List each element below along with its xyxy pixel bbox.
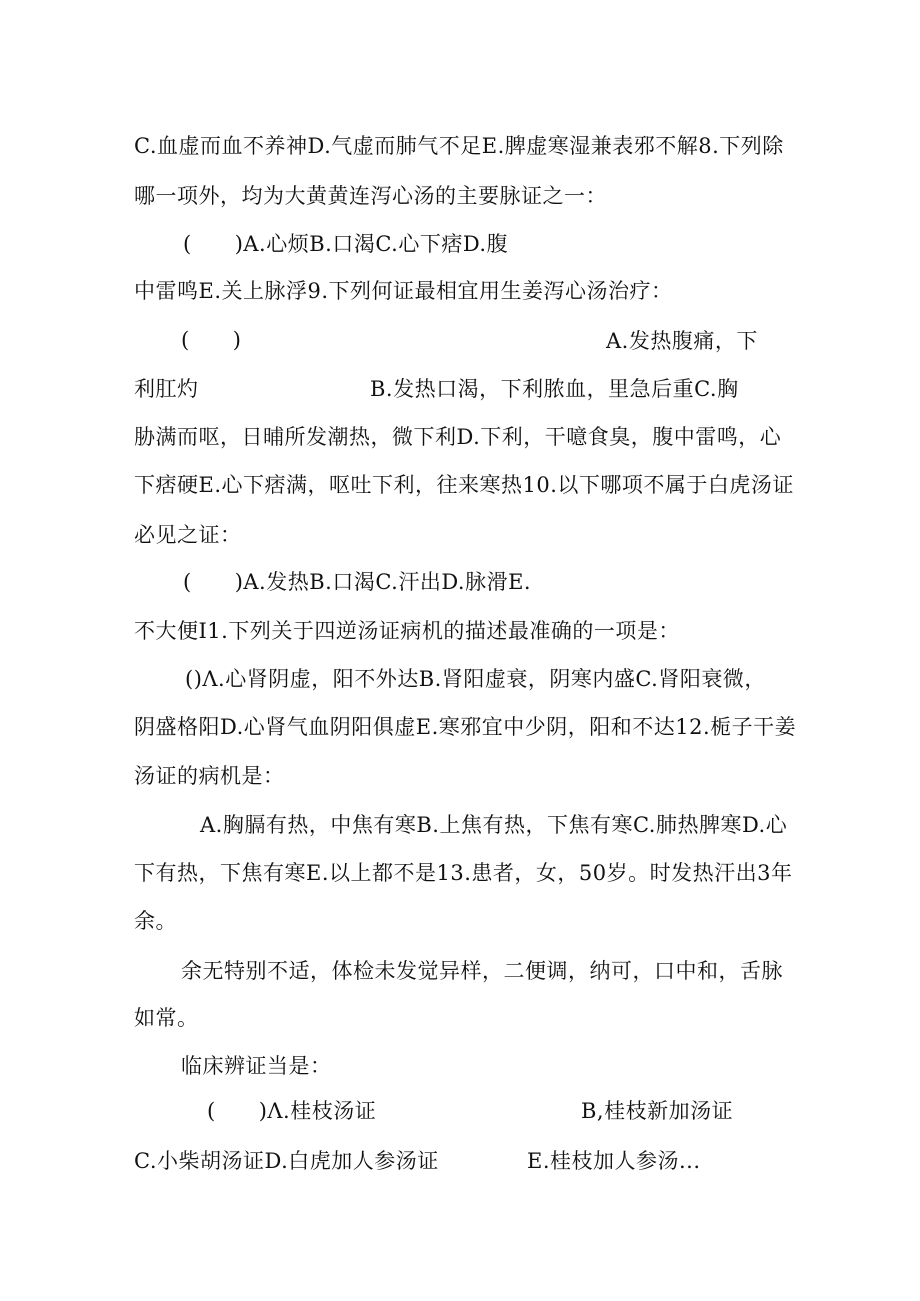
text-line: E.桂枝加人参汤... [527,1149,701,1173]
text-line: B.发热口渴，下利脓血，里急后重C.胸 [370,377,739,401]
text-line: ()Λ.心肾阴虚，阳不外达B.肾阳虚衰，阴寒内盛C.肾阳衰微， [185,667,766,691]
text-line: 阴盛格阳D.心肾气血阴阳俱虚E.寒邪宜中少阴，阳和不达12.栀子干姜 [134,715,797,739]
text-line: ( )A.发热B.口渴C.汗出D.脉滑E. [183,570,532,594]
text-line: A.发热腹痛，下 [606,329,758,353]
text-line: 中雷鸣E.关上脉浮9.下列何证最相宜用生姜泻心汤治疗： [134,279,673,303]
text-line: 汤证的病机是： [134,764,285,788]
text-line: 哪一项外，均为大黄黄连泻心汤的主要脉证之一： [134,184,607,208]
text-line: B,桂枝新加汤证 [581,1099,734,1123]
text-line: 如常。 [134,1006,199,1030]
text-line: C.小柴胡汤证D.白虎加人参汤证 [134,1149,439,1173]
text-line: ( )A.心烦B.口渴C.心下痞D.腹 [183,232,509,256]
text-line: ( ) [181,328,242,352]
text-line: 临床辨证当是： [181,1054,332,1078]
text-line: A.胸膈有热，中焦有寒B.上焦有热，下焦有寒C.肺热脾寒D.心 [200,813,788,837]
text-line: 余无特别不适，体检未发觉异样，二便调，纳可，口中和，舌脉 [181,959,783,983]
text-line: 利肛灼 [134,377,199,401]
text-line: 必见之证： [134,523,242,547]
text-line: C.血虚而血不养神D.气虚而肺气不足E.脾虚寒湿兼表邪不解8.下列除 [134,134,784,158]
text-line: 胁满而呕，日晡所发潮热，微下利D.下利，干噫食臭，腹中雷鸣，心 [134,425,782,449]
text-line: 下痞硬E.心下痞满，呕吐下利，往来寒热10.以下哪项不属于白虎汤证 [134,473,794,497]
text-line: 不大便I1.下列关于四逆汤证病机的描述最准确的一项是： [134,619,680,643]
text-line: 下有热，下焦有寒E.以上都不是13.患者，女，50岁。时发热汗出3年 [134,861,793,885]
text-line: ( )Λ.桂枝汤证 [207,1099,377,1123]
text-line: 余。 [134,909,177,933]
